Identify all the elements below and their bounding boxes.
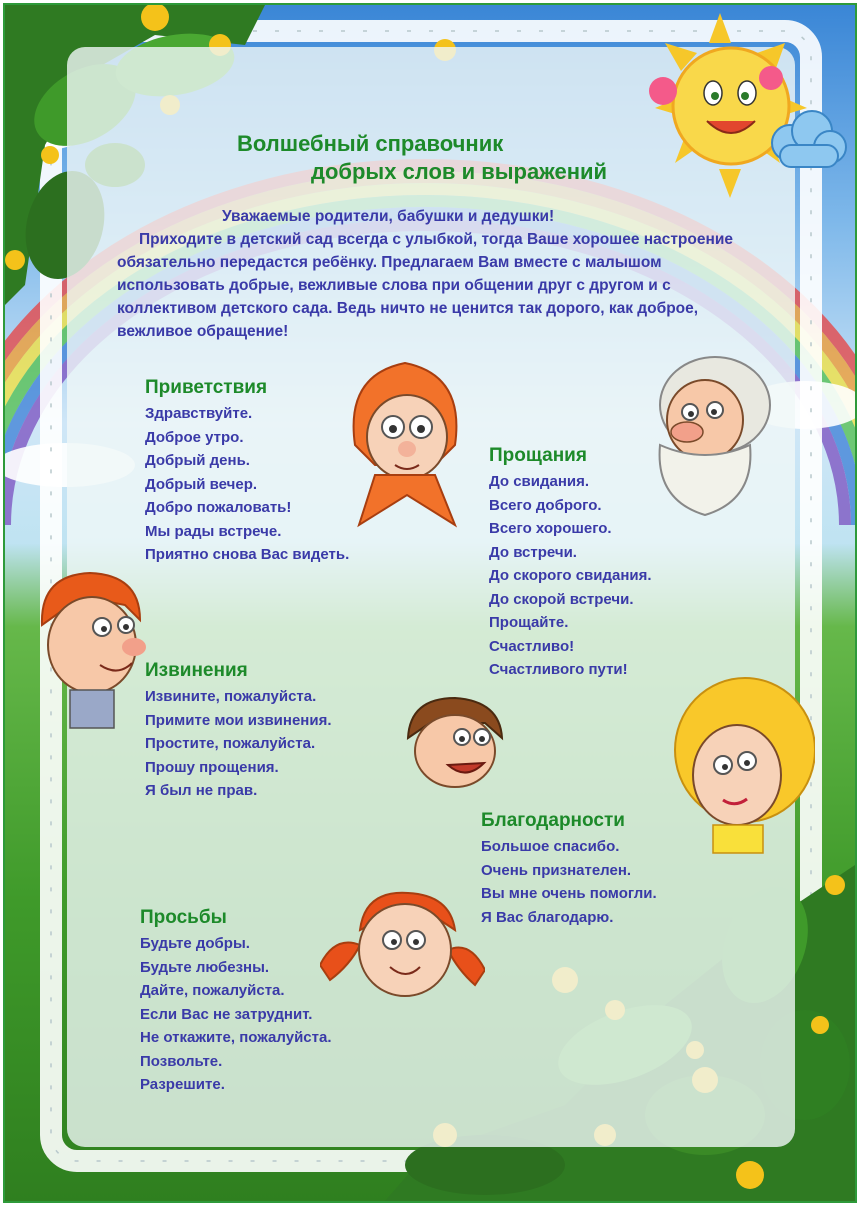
section-heading: Прощания	[489, 445, 587, 466]
section-heading: Благодарности	[481, 810, 625, 831]
list-item: Примите мои извинения.	[145, 711, 332, 729]
poster	[3, 3, 857, 1203]
list-item: До встречи.	[489, 543, 577, 561]
section-apologies	[145, 658, 332, 803]
page-title	[237, 130, 607, 186]
intro	[117, 205, 742, 343]
list-item: Доброе утро.	[145, 428, 244, 446]
list-item: Очень признателен.	[481, 861, 632, 879]
list-item: Я Вас благодарю.	[481, 908, 614, 926]
section-requests	[140, 905, 331, 1097]
list-item: Большое спасибо.	[481, 838, 620, 855]
section-thanks	[481, 808, 657, 929]
list-item: Будьте любезны.	[140, 958, 270, 976]
intro-greeting: Уважаемые родители, бабушки и дедушки!	[222, 208, 555, 225]
boy-icon	[30, 565, 150, 730]
list-item: Мы рады встрече.	[145, 522, 282, 540]
list-item: До свидания.	[489, 473, 590, 490]
section-heading: Приветствия	[145, 377, 268, 398]
phrase-list	[481, 835, 657, 929]
list-item: Будьте добры.	[140, 935, 250, 952]
list-item: Прошу прощения.	[145, 758, 279, 776]
list-item: Счастливо!	[489, 637, 575, 655]
list-item: Добрый день.	[145, 452, 250, 469]
list-item: Дайте, пожалуйста.	[140, 982, 285, 999]
title-line-1: Волшебный справочник	[237, 131, 504, 156]
list-item: До скорого свидания.	[489, 567, 652, 584]
girl-icon	[320, 885, 485, 1005]
list-item: Разрешите.	[140, 1076, 225, 1093]
grandfather-icon	[645, 350, 780, 520]
phrase-list	[145, 685, 332, 803]
title-line-2: добрых слов и выражений	[311, 159, 608, 184]
list-item: Извините, пожалуйста.	[145, 688, 317, 705]
list-item: Простите, пожалуйста.	[145, 735, 316, 752]
woman-icon	[665, 675, 815, 855]
list-item: Приятно снова Вас видеть.	[145, 546, 350, 563]
section-farewells	[489, 443, 652, 682]
list-item: Всего хорошего.	[489, 520, 612, 537]
list-item: Прощайте.	[489, 614, 569, 631]
grandmother-icon	[335, 355, 475, 535]
section-heading: Просьбы	[140, 907, 227, 928]
list-item: Если Вас не затруднит.	[140, 1005, 313, 1023]
list-item: Всего доброго.	[489, 496, 602, 514]
list-item: Здравствуйте.	[145, 405, 253, 422]
list-item: Не откажите, пожалуйста.	[140, 1029, 332, 1046]
phrase-list	[145, 402, 349, 567]
section-greetings	[145, 375, 349, 567]
cloud-icon	[760, 105, 850, 180]
list-item: Добрый вечер.	[145, 475, 258, 493]
phrase-list	[140, 932, 331, 1097]
list-item: Счастливого пути!	[489, 661, 628, 678]
intro-paragraph: Приходите в детский сад всегда с улыбкой, тогда Ваше хорошее настроение обязательно передастся ребёнку. Предлагаем Вам вместе с малышом использовать добрые, вежливые слова при общении друг с другом и с коллективом детского сада. Ведь ничто не ценится так дорого, как доброе, вежливое обращение!	[117, 231, 734, 340]
list-item: Добро пожаловать!	[145, 499, 292, 516]
list-item: Позвольте.	[140, 1052, 223, 1070]
list-item: Вы мне очень помогли.	[481, 885, 657, 902]
child-icon	[400, 693, 510, 793]
list-item: До скорой встречи.	[489, 590, 634, 608]
section-heading: Извинения	[145, 660, 248, 681]
list-item: Я был не прав.	[145, 782, 258, 799]
phrase-list	[489, 470, 652, 682]
